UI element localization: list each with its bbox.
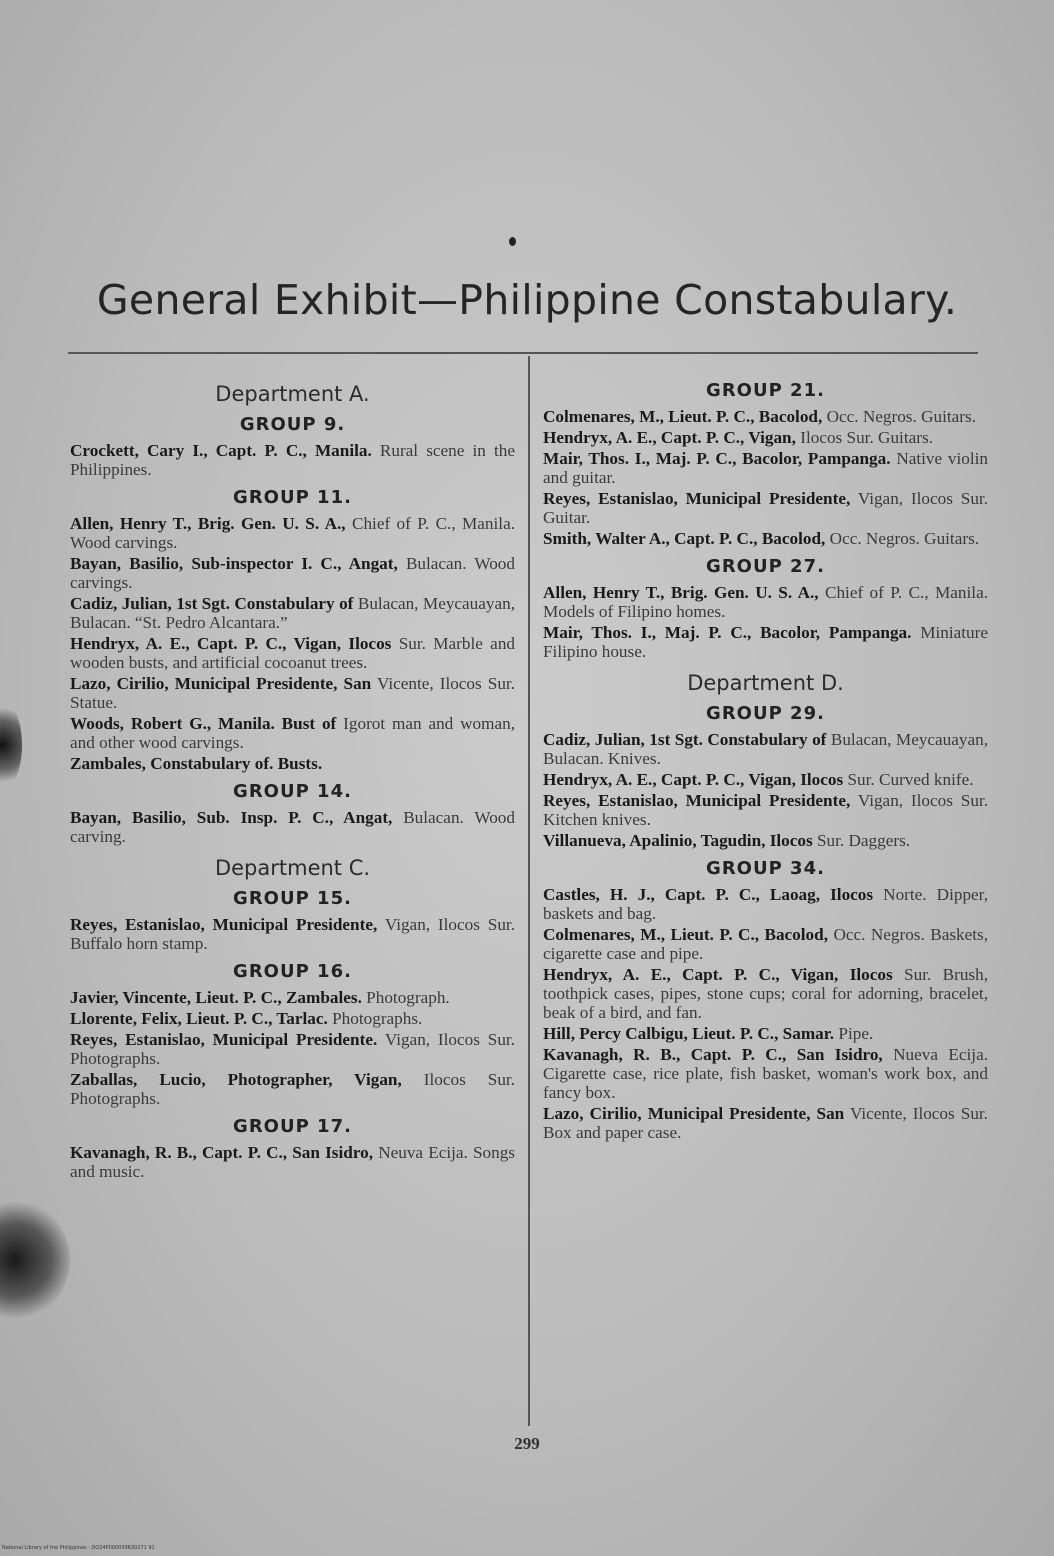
exhibit-description: Vigan, Ilocos Sur. Kitchen knives. bbox=[543, 791, 988, 829]
exhibit-description: Chief of P. C., Manila. Models of Filipino homes. bbox=[543, 583, 988, 621]
exhibit-entry bbox=[543, 407, 988, 426]
exhibit-description: Photograph. bbox=[366, 988, 450, 1007]
exhibitor-name: Javier, Vincente, Lieut. P. C., Zambales. bbox=[70, 988, 362, 1007]
exhibit-entry bbox=[70, 714, 515, 752]
exhibit-description: Sur. Daggers. bbox=[816, 831, 911, 850]
exhibitor-name: Zambales, Constabulary of. Busts. bbox=[70, 754, 323, 773]
page-title: General Exhibit—Philippine Constabulary. bbox=[96, 276, 958, 324]
group-heading: GROUP 14. bbox=[233, 781, 352, 802]
exhibitor-name: Smith, Walter A., Capt. P. C., Bacolod, bbox=[543, 529, 826, 548]
group-heading: GROUP 17. bbox=[233, 1116, 352, 1137]
exhibitor-name: Reyes, Estanislao, Municipal Presidente, bbox=[543, 489, 851, 508]
exhibitor-name: Lazo, Cirilio, Municipal Presidente, San bbox=[70, 674, 372, 693]
exhibitor-name: Allen, Henry T., Brig. Gen. U. S. A., bbox=[70, 514, 346, 533]
exhibitor-name: Colmenares, M., Lieut. P. C., Bacolod, bbox=[543, 407, 823, 426]
exhibit-entry bbox=[543, 791, 988, 829]
department-heading: Department D. bbox=[687, 671, 844, 695]
exhibit-description: Occ. Negros. Guitars. bbox=[829, 529, 980, 548]
exhibit-entry bbox=[543, 583, 988, 621]
exhibitor-name: Zaballas, Lucio, Photographer, Vigan, bbox=[70, 1070, 402, 1089]
column-divider bbox=[528, 356, 530, 1426]
exhibit-entry bbox=[70, 441, 515, 479]
exhibit-entry bbox=[543, 1045, 988, 1102]
exhibit-entry bbox=[543, 1104, 988, 1142]
group-heading: GROUP 21. bbox=[706, 380, 825, 401]
exhibit-entry bbox=[543, 529, 988, 548]
exhibitor-name: Llorente, Felix, Lieut. P. C., Tarlac. bbox=[70, 1009, 328, 1028]
right-column bbox=[543, 372, 988, 1144]
exhibit-entry bbox=[70, 674, 515, 712]
exhibitor-name: Reyes, Estanislao, Municipal Presidente, bbox=[543, 791, 851, 810]
exhibit-entry bbox=[70, 634, 515, 672]
exhibitor-name: Hendryx, A. E., Capt. P. C., Vigan, Ilocos bbox=[70, 634, 392, 653]
group-heading: GROUP 16. bbox=[233, 961, 352, 982]
exhibitor-name: Mair, Thos. I., Maj. P. C., Bacolor, Pampanga. bbox=[543, 449, 891, 468]
exhibit-description: Igorot man and woman, and other wood carvings. bbox=[70, 714, 516, 752]
exhibit-description: Ilocos Sur. Guitars. bbox=[800, 428, 933, 447]
exhibitor-name: Hendryx, A. E., Capt. P. C., Vigan, Ilocos bbox=[543, 770, 844, 789]
exhibit-description: Norte. Dipper, baskets and bag. bbox=[543, 885, 988, 923]
exhibit-description: Ilocos Sur. Photographs. bbox=[70, 1070, 515, 1108]
group-heading: GROUP 9. bbox=[239, 414, 346, 435]
exhibit-description: Bulacan, Meycauayan, Bulacan. “St. Pedro Alcantara.” bbox=[70, 594, 516, 632]
exhibit-entry bbox=[543, 428, 988, 447]
exhibit-description: Occ. Negros. Baskets, cigarette case and pipe. bbox=[543, 925, 989, 963]
exhibit-description: Vigan, Ilocos Sur. Photographs. bbox=[70, 1030, 515, 1068]
exhibit-entry bbox=[543, 623, 988, 661]
exhibit-entry bbox=[543, 449, 988, 487]
exhibit-description: Vigan, Ilocos Sur. Buffalo horn stamp. bbox=[70, 915, 515, 953]
exhibitor-name: Hendryx, A. E., Capt. P. C., Vigan, bbox=[543, 428, 796, 447]
exhibitor-name: Woods, Robert G., Manila. Bust of bbox=[70, 714, 337, 733]
exhibitor-name: Reyes, Estanislao, Municipal Presidente, bbox=[70, 915, 378, 934]
exhibit-description: Chief of P. C., Manila. Wood carvings. bbox=[70, 514, 515, 552]
exhibit-description: Occ. Negros. Guitars. bbox=[826, 407, 976, 426]
exhibit-description: Miniature Filipino house. bbox=[543, 623, 988, 661]
exhibit-description: Bulacan. Wood carving. bbox=[70, 808, 515, 846]
exhibitor-name: Bayan, Basilio, Sub. Insp. P. C., Angat, bbox=[70, 808, 393, 827]
exhibit-description: Vicente, Ilocos Sur. Statue. bbox=[70, 674, 515, 712]
exhibit-entry bbox=[543, 885, 988, 923]
exhibitor-name: Colmenares, M., Lieut. P. C., Bacolod, bbox=[543, 925, 828, 944]
left-column bbox=[70, 372, 515, 1183]
exhibitor-name: Kavanagh, R. B., Capt. P. C., San Isidro, bbox=[543, 1045, 883, 1064]
exhibit-description: Sur. Brush, toothpick cases, pipes, stone cups; coral for adorning, bracelet, beak of a bird, and fan. bbox=[543, 965, 988, 1022]
exhibitor-name: Hendryx, A. E., Capt. P. C., Vigan, Ilocos bbox=[543, 965, 893, 984]
exhibit-entry bbox=[70, 988, 515, 1007]
exhibit-entry bbox=[70, 554, 515, 592]
exhibit-description: Sur. Marble and wooden busts, and artificial cocoanut trees. bbox=[70, 634, 516, 672]
exhibit-description: Bulacan. Wood carvings. bbox=[70, 554, 515, 592]
exhibit-description: Rural scene in the Philippines. bbox=[70, 441, 515, 479]
department-heading: Department A. bbox=[215, 382, 370, 406]
exhibitor-name: Villanueva, Apalinio, Tagudin, Ilocos bbox=[543, 831, 813, 850]
exhibit-entry bbox=[543, 1024, 988, 1043]
exhibit-entry bbox=[70, 1143, 515, 1181]
exhibit-entry bbox=[543, 770, 988, 789]
exhibit-entry bbox=[543, 489, 988, 527]
group-heading: GROUP 27. bbox=[706, 556, 825, 577]
exhibit-description: Neuva Ecija. Songs and music. bbox=[70, 1143, 515, 1181]
exhibit-description: Bulacan, Meycauayan, Bulacan. Knives. bbox=[543, 730, 989, 768]
group-heading: GROUP 11. bbox=[233, 487, 352, 508]
exhibitor-name: Hill, Percy Calbigu, Lieut. P. C., Samar. bbox=[543, 1024, 835, 1043]
exhibit-entry bbox=[543, 965, 988, 1022]
exhibitor-name: Kavanagh, R. B., Capt. P. C., San Isidro, bbox=[70, 1143, 374, 1162]
exhibit-entry bbox=[543, 925, 988, 963]
exhibitor-name: Cadiz, Julian, 1st Sgt. Constabulary of bbox=[70, 594, 354, 613]
ink-dot bbox=[509, 237, 516, 246]
exhibit-entry bbox=[70, 754, 515, 773]
exhibit-entry bbox=[70, 915, 515, 953]
footer-credit: National Library of the Philippines · DO24P000039630271 91 bbox=[2, 1545, 155, 1551]
department-heading: Department C. bbox=[214, 856, 371, 880]
exhibitor-name: Reyes, Estanislao, Municipal Presidente. bbox=[70, 1030, 378, 1049]
group-heading: GROUP 29. bbox=[706, 703, 825, 724]
exhibitor-name: Mair, Thos. I., Maj. P. C., Bacolor, Pampanga. bbox=[543, 623, 912, 642]
exhibit-entry bbox=[70, 1070, 515, 1108]
exhibit-entry bbox=[70, 514, 515, 552]
exhibit-description: Sur. Curved knife. bbox=[847, 770, 974, 789]
exhibitor-name: Cadiz, Julian, 1st Sgt. Constabulary of bbox=[543, 730, 827, 749]
title-rule bbox=[68, 352, 978, 354]
exhibit-entry bbox=[543, 730, 988, 768]
exhibit-entry bbox=[543, 831, 988, 850]
exhibit-description: Pipe. bbox=[838, 1024, 874, 1043]
exhibitor-name: Crockett, Cary I., Capt. P. C., Manila. bbox=[70, 441, 372, 460]
exhibit-entry bbox=[70, 1009, 515, 1028]
exhibit-description: Nueva Ecija. Cigarette case, rice plate, fish basket, woman's work box, and fancy box. bbox=[543, 1045, 988, 1102]
group-heading: GROUP 34. bbox=[706, 858, 825, 879]
group-heading: GROUP 15. bbox=[233, 888, 352, 909]
exhibitor-name: Castles, H. J., Capt. P. C., Laoag, Ilocos bbox=[543, 885, 874, 904]
exhibit-entry bbox=[70, 808, 515, 846]
exhibitor-name: Allen, Henry T., Brig. Gen. U. S. A., bbox=[543, 583, 819, 602]
page-number: 299 bbox=[514, 1434, 540, 1453]
page-smudge bbox=[0, 700, 22, 790]
exhibit-entry bbox=[70, 1030, 515, 1068]
exhibit-description: Vigan, Ilocos Sur. Guitar. bbox=[543, 489, 988, 527]
page-smudge bbox=[0, 1200, 70, 1320]
exhibit-description: Photographs. bbox=[332, 1009, 423, 1028]
exhibitor-name: Lazo, Cirilio, Municipal Presidente, San bbox=[543, 1104, 845, 1123]
exhibitor-name: Bayan, Basilio, Sub-inspector I. C., Angat, bbox=[70, 554, 398, 573]
exhibit-entry bbox=[70, 594, 515, 632]
exhibit-description: Vicente, Ilocos Sur. Box and paper case. bbox=[543, 1104, 988, 1142]
exhibit-description: Native violin and guitar. bbox=[543, 449, 988, 487]
